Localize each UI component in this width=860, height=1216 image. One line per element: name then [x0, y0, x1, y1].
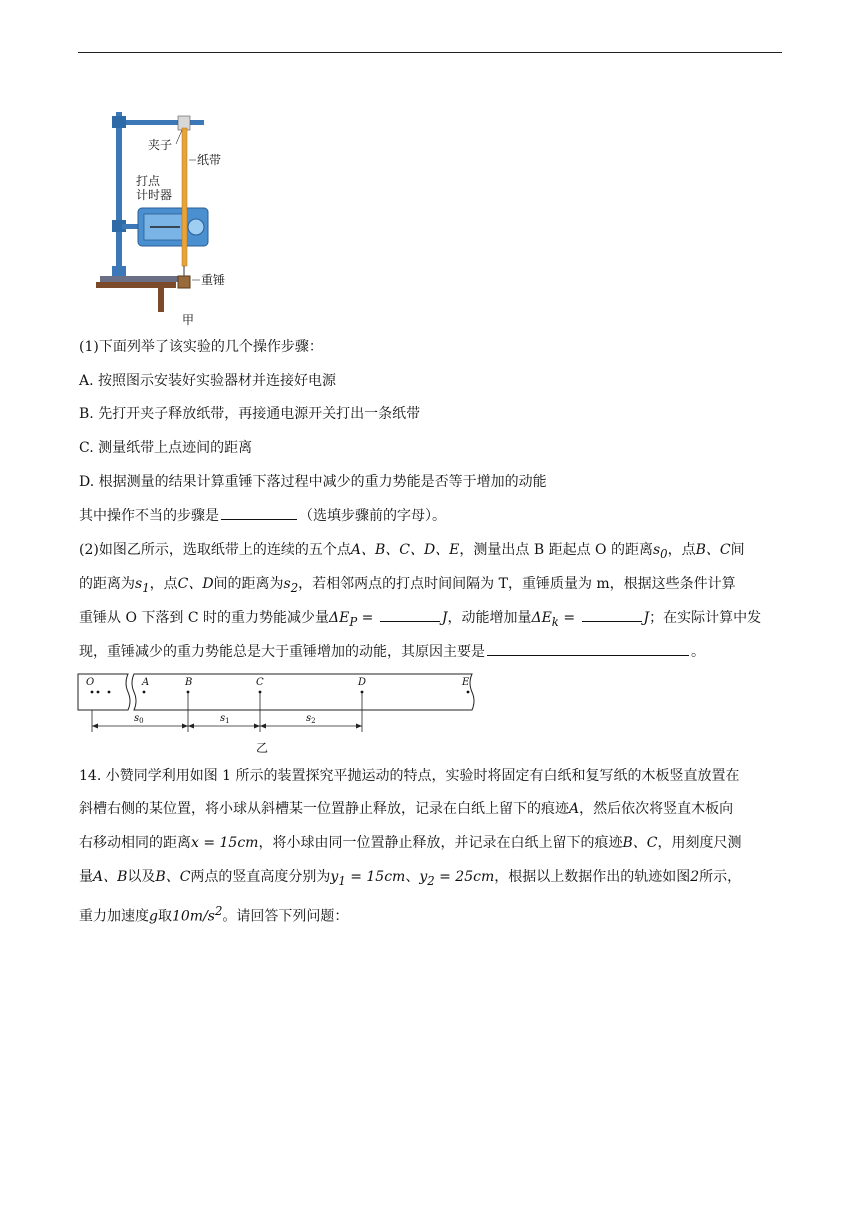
text: ，动能增加量 — [447, 610, 532, 626]
math-g-value: 10 — [171, 908, 190, 925]
text: 以及 — [127, 869, 156, 885]
math-x: x = 15cm — [191, 835, 259, 851]
math-eq: = — [558, 610, 580, 626]
apparatus-figure — [90, 108, 240, 328]
part1-question — [79, 504, 783, 528]
weight-label: 重锤 — [201, 273, 226, 287]
q14-line3 — [79, 831, 783, 855]
figure2-caption: 乙 — [256, 741, 269, 755]
text: ；在实际计算中发 — [649, 610, 762, 626]
point-b: B — [185, 677, 193, 688]
math-bc: B、C — [155, 869, 191, 885]
math-bc: B、C — [695, 542, 731, 558]
math-cd: C、D — [177, 576, 214, 592]
math-points: A、B、C、D、E — [350, 542, 460, 558]
math-fig2: 2 — [690, 869, 700, 885]
q14-line2 — [79, 797, 783, 821]
text: 重锤从 O 下落到 C 时的重力势能减少量 — [79, 610, 329, 626]
point-o: O — [86, 677, 95, 688]
part1-intro: (1)下面列举了该实验的几个操作步骤： — [79, 339, 323, 355]
text: (2)如图乙所示，选取纸带上的连续的五个点 — [79, 542, 351, 558]
text: 量 — [79, 869, 93, 885]
math-g: g — [149, 908, 158, 925]
text: 间 — [730, 542, 745, 558]
text: 的距离为 — [79, 576, 135, 592]
tape-label: 纸带 — [197, 153, 222, 167]
point-e: E — [462, 677, 470, 688]
text: ，用刻度尺测 — [657, 835, 742, 851]
part2-line1 — [79, 538, 783, 566]
math-s2: s — [283, 576, 291, 592]
q14-line5 — [79, 899, 783, 929]
text: 重力加速度 — [79, 908, 149, 925]
text: ，点 — [667, 542, 696, 558]
part1-question-text: 其中操作不当的步骤是 — [79, 508, 219, 524]
step-c: C. 测量纸带上点迹间的距离 — [79, 440, 253, 456]
math-eq: = — [357, 610, 378, 626]
answer-blank-step[interactable] — [221, 505, 297, 520]
text: 间的距离为 — [213, 576, 284, 592]
math-sub: 1 — [338, 873, 346, 888]
text: 现，重锤减少的重力势能总是大于重锤增加的动能，其原因主要是 — [79, 644, 485, 660]
s0-label: $s_0$ — [134, 713, 144, 725]
math-sub: 1 — [142, 580, 150, 595]
math-sub: 2 — [427, 873, 435, 888]
math-ab: A、B — [93, 869, 128, 885]
answer-blank-reason[interactable] — [487, 641, 689, 656]
text: 。 — [691, 644, 705, 660]
point-d: D — [358, 677, 367, 688]
part2-line4 — [79, 640, 783, 664]
text: ，然后依次将竖直木板向 — [579, 801, 734, 817]
text: 两点的竖直高度分别为 — [190, 869, 331, 885]
text: ，测量出点 B 距起点 O 的距离 — [459, 542, 653, 558]
math-sub: 0 — [660, 546, 668, 561]
unit-j: J — [643, 610, 650, 626]
math-sub: k — [551, 614, 559, 629]
math-a: A — [569, 801, 580, 817]
answer-blank-ek[interactable] — [582, 607, 642, 622]
step-d: D. 根据测量的结果计算重锤下落过程中减少的重力势能是否等于增加的动能 — [79, 474, 547, 490]
part2-line3 — [79, 606, 783, 634]
figure1-caption: 甲 — [182, 313, 195, 327]
point-c: C — [256, 677, 264, 688]
timer-label-line2: 计时器 — [136, 188, 173, 202]
math-y2: y — [419, 869, 428, 885]
text: 斜槽右侧的某位置，将小球从斜槽某一位置静止释放，记录在白纸上留下的痕迹 — [79, 801, 569, 817]
math-y2-val: = 25cm — [434, 869, 495, 885]
math-s0: s — [652, 542, 661, 558]
math-sup: 2 — [214, 904, 223, 918]
paper-tape-figure — [76, 670, 486, 760]
text: 、 — [405, 869, 420, 885]
text: 所示， — [699, 869, 742, 885]
q14-line1: 14. 小赞同学利用如图 1 所示的装置探究平抛运动的特点，实验时将固定有白纸和复写纸的木板竖直放置在 — [79, 768, 740, 784]
answer-blank-ep[interactable] — [380, 607, 440, 622]
text: ，点 — [149, 576, 178, 592]
text: ，将小球由同一位置静止释放，并记录在白纸上留下的痕迹 — [258, 835, 623, 851]
timer-label-line1: 打点 — [136, 174, 161, 188]
header-rule — [78, 52, 782, 53]
step-a: A. 按照图示安装好实验器材并连接好电源 — [79, 373, 337, 389]
part1-question-hint: （选填步骤前的字母）。 — [299, 508, 446, 524]
math-y1-val: = 15cm — [345, 869, 406, 885]
math-delta-ep: ΔE — [329, 610, 350, 626]
part2-line2 — [79, 572, 783, 600]
clamp-label: 夹子 — [148, 138, 173, 152]
math-y1: y — [330, 869, 339, 885]
q14-line4 — [79, 865, 783, 893]
text: 取 — [157, 908, 172, 925]
math-s1: s — [135, 576, 143, 592]
point-a: A — [142, 677, 150, 688]
math-delta-ek: ΔE — [531, 610, 552, 626]
text: 右移动相同的距离 — [79, 835, 191, 851]
text: ，若相邻两点的打点时间间隔为 T，重锤质量为 m，根据这些条件计算 — [298, 576, 736, 592]
math-sub: P — [349, 614, 358, 629]
text: 。请回答下列问题： — [222, 908, 349, 925]
s2-label: $s_2$ — [306, 713, 316, 725]
math-sub: 2 — [290, 580, 299, 595]
step-b: B. 先打开夹子释放纸带，再接通电源开关打出一条纸带 — [79, 406, 421, 422]
s1-label: $s_1$ — [220, 713, 230, 725]
unit-j: J — [441, 610, 448, 626]
text: ，根据以上数据作出的轨迹如图 — [494, 869, 691, 885]
math-unit: m/s — [189, 908, 215, 925]
math-bc: B、C — [622, 835, 658, 851]
